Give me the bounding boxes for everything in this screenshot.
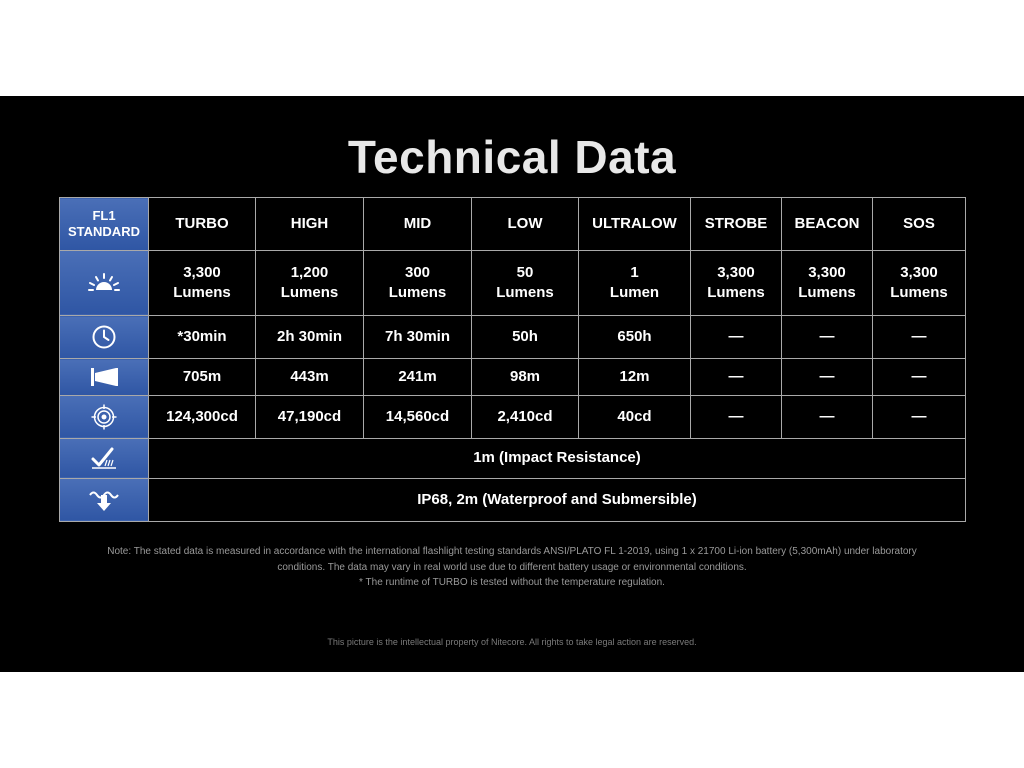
waterproof-row-header — [60, 478, 149, 521]
distance-cell: — — [691, 359, 782, 396]
mode-header: ULTRALOW — [579, 198, 691, 251]
target-intensity-icon — [91, 404, 117, 430]
mode-header: SOS — [873, 198, 966, 251]
runtime-cell: — — [782, 316, 873, 359]
distance-cell: 241m — [364, 359, 472, 396]
output-cell: 3,300 Lumens — [873, 250, 966, 315]
output-cell: 1 Lumen — [579, 250, 691, 315]
footnote-line: conditions. The data may vary in real world use due to different battery usage or environmental conditions. — [277, 561, 747, 573]
intensity-cell: 40cd — [579, 395, 691, 438]
runtime-cell: 50h — [472, 316, 579, 359]
mode-header: LOW — [472, 198, 579, 251]
intensity-cell: 47,190cd — [256, 395, 364, 438]
runtime-cell: — — [873, 316, 966, 359]
distance-row-header — [60, 359, 149, 396]
runtime-cell: 650h — [579, 316, 691, 359]
table-corner-label: FL1 STANDARD — [60, 198, 149, 251]
impact-row-header — [60, 438, 149, 478]
intensity-cell: 2,410cd — [472, 395, 579, 438]
intensity-cell: 14,560cd — [364, 395, 472, 438]
distance-cell: — — [873, 359, 966, 396]
mode-header: STROBE — [691, 198, 782, 251]
spec-table — [59, 197, 966, 522]
output-cell: 3,300 Lumens — [782, 250, 873, 315]
output-row-header — [60, 250, 149, 315]
output-cell: 1,200 Lumens — [256, 250, 364, 315]
runtime-cell: — — [691, 316, 782, 359]
clock-icon — [91, 324, 117, 350]
distance-cell: 705m — [149, 359, 256, 396]
waterproof-icon — [88, 487, 120, 513]
output-cell: 50 Lumens — [472, 250, 579, 315]
footnote-line: Note: The stated data is measured in accordance with the international flashlight testing standards ANSI/PLATO FL 1-2019, using 1 x 21700 Li-ion battery (5,300mAh) under laboratory — [107, 546, 917, 557]
output-cell: 3,300 Lumens — [691, 250, 782, 315]
intensity-cell: — — [873, 395, 966, 438]
brightness-icon — [87, 272, 121, 294]
impact-resistance-icon — [90, 446, 118, 470]
footnote-line: * The runtime of TURBO is tested without the temperature regulation. — [359, 577, 665, 588]
intensity-cell: — — [782, 395, 873, 438]
intensity-cell: 124,300cd — [149, 395, 256, 438]
runtime-row-header — [60, 316, 149, 359]
waterproof-row — [60, 478, 966, 521]
intensity-row — [60, 395, 966, 438]
impact-row — [60, 438, 966, 478]
runtime-cell: 7h 30min — [364, 316, 472, 359]
impact-resistance-value: 1m (Impact Resistance) — [149, 438, 966, 478]
distance-row — [60, 359, 966, 396]
header-row — [60, 198, 966, 251]
page-title: Technical Data — [347, 131, 677, 183]
runtime-row — [60, 316, 966, 359]
mode-header: MID — [364, 198, 472, 251]
intensity-cell: — — [691, 395, 782, 438]
distance-cell: — — [782, 359, 873, 396]
runtime-cell: *30min — [149, 316, 256, 359]
output-cell: 3,300 Lumens — [149, 250, 256, 315]
mode-header: BEACON — [782, 198, 873, 251]
output-row — [60, 250, 966, 315]
mode-header: TURBO — [149, 198, 256, 251]
beam-distance-icon — [89, 366, 119, 388]
distance-cell: 12m — [579, 359, 691, 396]
runtime-cell: 2h 30min — [256, 316, 364, 359]
distance-cell: 443m — [256, 359, 364, 396]
waterproof-value: IP68, 2m (Waterproof and Submersible) — [149, 478, 966, 521]
output-cell: 300 Lumens — [364, 250, 472, 315]
copyright-notice: This picture is the intellectual property of Nitecore. All rights to take legal action are reserved. — [327, 637, 697, 647]
intensity-row-header — [60, 395, 149, 438]
footnote — [60, 544, 964, 591]
distance-cell: 98m — [472, 359, 579, 396]
mode-header: HIGH — [256, 198, 364, 251]
